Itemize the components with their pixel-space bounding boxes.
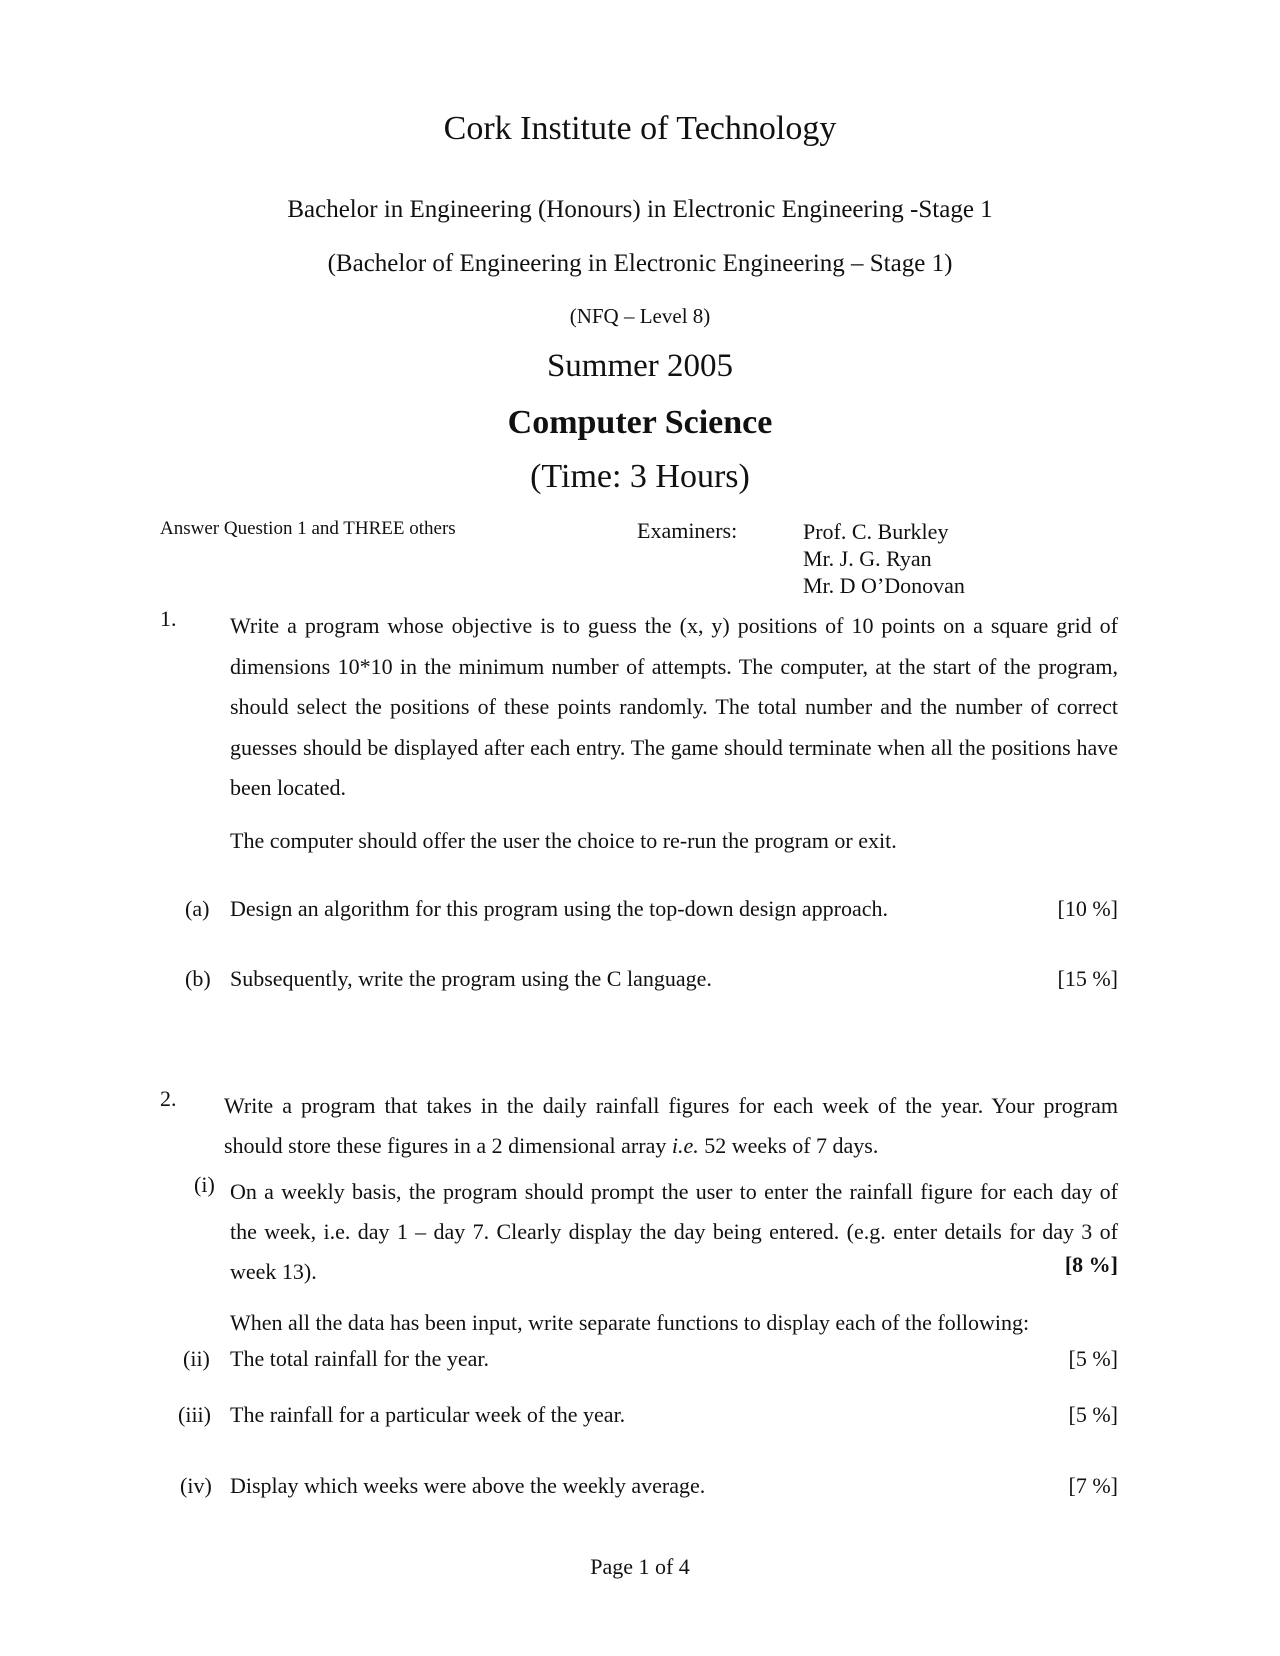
programme-alt-title: (Bachelor of Engineering in Electronic Engineering – Stage 1) xyxy=(327,250,953,277)
institution-title: Cork Institute of Technology xyxy=(443,110,837,147)
question-2i-marks: [8 %] xyxy=(1064,1252,1118,1277)
question-1a-marks: [10 %] xyxy=(1057,896,1118,921)
question-1a-text: Design an algorithm for this program using the top-down design approach. xyxy=(230,896,889,921)
question-1b-marks: [15 %] xyxy=(1057,966,1118,991)
question-2iv-marks: [7 %] xyxy=(1068,1473,1118,1498)
question-2i-label: (i) xyxy=(194,1172,215,1197)
question-2-number: 2. xyxy=(160,1086,177,1111)
question-2ii-marks: [5 %] xyxy=(1068,1346,1118,1371)
exam-session: Summer 2005 xyxy=(546,348,734,384)
page-number: Page 1 of 4 xyxy=(590,1554,690,1579)
question-2-intro: When all the data has been input, write separate functions to display each of the following: xyxy=(230,1310,1030,1335)
question-2-text xyxy=(224,1086,1118,1166)
programme-title: Bachelor in Engineering (Honours) in Electronic Engineering -Stage 1 xyxy=(287,196,993,223)
question-1b-text: Subsequently, write the program using the C language. xyxy=(230,966,712,991)
question-1-number: 1. xyxy=(160,606,177,631)
question-2-ie: i.e. xyxy=(671,1133,699,1158)
examiners-label: Examiners: xyxy=(637,518,738,543)
question-1-text: Write a program whose objective is to guess the (x, y) positions of 10 points on a square grid of dimensions 10*10 in the minimum number of attempts. The computer, at the start of the program, should select the positions of these points randomly. The total number and the number of correct guesses should be displayed after each entry. The game should terminate when all the positions have been located. xyxy=(230,613,1118,800)
question-2iii-marks: [5 %] xyxy=(1068,1402,1118,1427)
question-2iii-text: The rainfall for a particular week of the year. xyxy=(230,1402,626,1427)
exam-duration: (Time: 3 Hours) xyxy=(530,458,750,495)
question-2ii-label: (ii) xyxy=(183,1346,210,1371)
examiner-name: Mr. J. G. Ryan xyxy=(803,546,932,571)
examiner-name: Prof. C. Burkley xyxy=(803,519,949,544)
question-2ii-text: The total rainfall for the year. xyxy=(230,1346,489,1371)
question-1a-label: (a) xyxy=(185,896,210,921)
question-2iii-label: (iii) xyxy=(178,1402,211,1427)
question-2-text-a: Write a program that takes in the daily rainfall figures for each week of the year. Your program should store these figures in a 2 dimensional array xyxy=(224,1093,1118,1158)
exam-instructions: Answer Question 1 and THREE others xyxy=(160,518,456,539)
question-2-text-b: 52 weeks of 7 days. xyxy=(698,1133,879,1158)
exam-subject: Computer Science xyxy=(507,404,773,441)
examiner-name: Mr. D O’Donovan xyxy=(803,573,965,598)
question-2iv-text: Display which weeks were above the weekly average. xyxy=(230,1473,706,1498)
nfq-level: (NFQ – Level 8) xyxy=(569,304,711,328)
question-2iv-label: (iv) xyxy=(180,1473,212,1498)
question-1b-label: (b) xyxy=(185,966,211,991)
examiners-list xyxy=(803,518,965,599)
question-1-note: The computer should offer the user the choice to re-run the program or exit. xyxy=(230,828,897,853)
question-2i-text: On a weekly basis, the program should prompt the user to enter the rainfall figure for each day of the week, i.e. day 1 – day 7. Clearly display the day being entered. (e.g. enter details for day 3 of week 13). xyxy=(230,1179,1118,1284)
